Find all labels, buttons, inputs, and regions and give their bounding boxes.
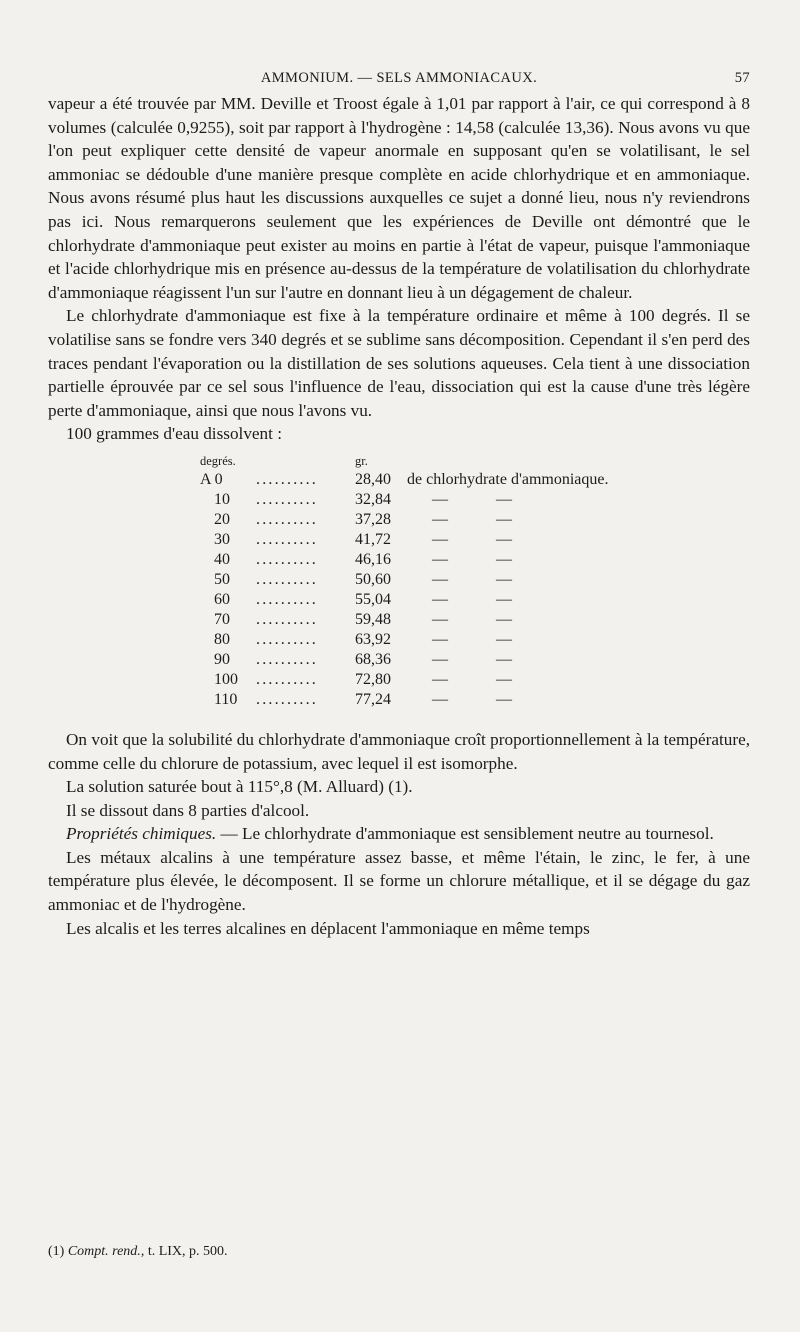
ditto-dash: — <box>496 550 512 568</box>
grams-value: 46,16 <box>355 550 391 568</box>
paragraph: Les alcalis et les terres alcalines en déplacent l'ammoniaque en même temps <box>66 918 590 938</box>
degree-cell <box>214 690 237 710</box>
degree-cell <box>214 630 230 650</box>
ditto-dash: — <box>432 630 448 648</box>
degree-value: 30 <box>214 530 230 548</box>
ditto-dash: — <box>496 490 512 508</box>
grams-value: 37,28 <box>355 510 391 528</box>
degree-value: 80 <box>214 630 230 648</box>
paragraph-text: — Le chlorhydrate d'ammoniaque est sensiblement neutre au tournesol. <box>216 824 714 844</box>
table-row <box>200 470 750 490</box>
degree-value: 50 <box>214 570 230 588</box>
degree-value: 20 <box>214 510 230 528</box>
ditto-dash: — <box>496 510 512 528</box>
table-row <box>200 530 750 550</box>
leader-dots: .......... <box>256 570 318 588</box>
table-row <box>200 650 750 670</box>
degree-value: 0 <box>214 470 223 488</box>
leader-dots: .......... <box>256 650 318 668</box>
leader-dots: .......... <box>256 690 318 708</box>
degree-cell <box>214 610 230 630</box>
grams-value: 59,48 <box>355 610 391 628</box>
table-row <box>200 490 750 510</box>
ditto-dash: — <box>432 510 448 528</box>
degree-value: 90 <box>214 650 230 668</box>
table-row <box>200 510 750 530</box>
ditto-dash: — <box>496 670 512 688</box>
grams-value: 28,40 <box>355 470 391 488</box>
footnote-mark: (1) <box>48 1244 65 1259</box>
leader-dots: .......... <box>256 550 318 568</box>
grams-value: 72,80 <box>355 670 391 688</box>
degree-value: 10 <box>214 490 230 508</box>
degree-cell <box>200 470 223 490</box>
degree-cell <box>214 670 238 690</box>
ditto-dash: — <box>496 650 512 668</box>
table-row <box>200 550 750 570</box>
body-text-2 <box>48 728 750 940</box>
grams-value: 63,92 <box>355 630 391 648</box>
page-number: 57 <box>734 70 750 86</box>
column-header-grams: gr. <box>355 453 368 468</box>
running-header <box>48 70 750 92</box>
column-header-degrees: degrés. <box>200 453 236 468</box>
paragraph: Il se dissout dans 8 parties d'alcool. <box>66 800 310 820</box>
leader-dots: .......... <box>256 610 318 628</box>
ditto-dash: — <box>432 570 448 588</box>
leader-dots: .......... <box>256 670 318 688</box>
paragraph: vapeur a été trouvée par MM. Deville et Troost égale à 1,01 par rapport à l'air, ce qui correspond à 8 volumes (calculée 0,9255), soit par rapport à l'hydrogène : 14,58 (calculée 13,36). Nous avons vu que l'on peut expliquer cette densité de vapeur anormale en supposant qu'en se volatilisant, le sel ammoniac se dédouble d'une manière presque complète en acide chlorhydrique et en ammoniaque. Nous avons résumé plus haut les discussions auxquelles ce sujet a donné lieu, nous n'y reviendrons pas ici. Nous remarquerons seulement que les expériences de Deville ont démontré que le chlorhydrate d'ammoniaque peut exister au moins en partie à l'état de vapeur, puisque l'ammoniaque et l'acide chlorhydrique mis en présence au-dessus de la température de volatilisation du chlorhydrate d'ammoniaque réagissent l'un sur l'autre en donnant lieu à un dégagement de chaleur. <box>48 94 750 302</box>
degree-cell <box>214 650 230 670</box>
ditto-dash: — <box>496 630 512 648</box>
footnote <box>48 1244 228 1260</box>
paragraph: La solution saturée bout à 115°,8 (M. Alluard) (1). <box>66 777 413 797</box>
body-text <box>48 92 750 446</box>
ditto-dash: — <box>496 610 512 628</box>
solubility-table <box>200 454 750 710</box>
degree-value: 40 <box>214 550 230 568</box>
leader-dots: .......... <box>256 510 318 528</box>
table-row <box>200 570 750 590</box>
ditto-dash: — <box>432 490 448 508</box>
leader-dots: .......... <box>256 590 318 608</box>
table-row <box>200 630 750 650</box>
ditto-dash: — <box>496 690 512 708</box>
table-row <box>200 610 750 630</box>
grams-value: 41,72 <box>355 530 391 548</box>
footnote-text: , t. LIX, p. 500. <box>140 1244 228 1259</box>
grams-value: 68,36 <box>355 650 391 668</box>
grams-value: 32,84 <box>355 490 391 508</box>
ditto-dash: — <box>432 550 448 568</box>
grams-value: 77,24 <box>355 690 391 708</box>
degree-cell <box>214 490 230 510</box>
paragraph: Les métaux alcalins à une température assez basse, et même l'étain, le zinc, le fer, à une température plus élevée, le décomposent. Il se forme un chlorure métallique, et il se dégage du gaz ammoniac et de l'hydrogène. <box>48 847 750 915</box>
degree-value: 60 <box>214 590 230 608</box>
degree-cell <box>214 550 230 570</box>
leader-dots: .......... <box>256 490 318 508</box>
degree-cell <box>214 570 230 590</box>
ditto-dash: — <box>432 610 448 628</box>
ditto-dash: — <box>432 590 448 608</box>
grams-value: 50,60 <box>355 570 391 588</box>
leader-dots: .......... <box>256 630 318 648</box>
paragraph-properties <box>48 822 750 846</box>
ditto-dash: — <box>432 530 448 548</box>
ditto-dash: — <box>432 690 448 708</box>
degree-cell <box>214 510 230 530</box>
page <box>48 70 750 940</box>
footnote-source: Compt. rend. <box>67 1244 141 1259</box>
ditto-dash: — <box>432 650 448 668</box>
degree-cell <box>214 530 230 550</box>
section-heading: Propriétés chimiques. <box>66 824 217 844</box>
degree-prefix: A <box>200 470 211 488</box>
paragraph: Le chlorhydrate d'ammoniaque est fixe à la température ordinaire et même à 100 degrés. Il se volatilise sans se fondre vers 340 degrés et se sublime sans décomposition. Cependant il s'en perd des traces pendant l'évaporation ou la distillation de ses solutions aqueuses. Cela tient à une dissociation partielle éprouvée par ce sel sous l'influence de l'eau, dissociation qui est la cause d'une très légère perte d'ammoniaque, ainsi que nous l'avons vu. <box>48 306 750 420</box>
degree-cell <box>214 590 230 610</box>
leader-dots: .......... <box>256 530 318 548</box>
table-row <box>200 590 750 610</box>
grams-value: 55,04 <box>355 590 391 608</box>
degree-value: 110 <box>214 690 238 708</box>
substance-label: de chlorhydrate d'ammoniaque. <box>407 470 609 488</box>
table-row <box>200 690 750 710</box>
table-intro: 100 grammes d'eau dissolvent : <box>66 424 282 444</box>
paragraph: On voit que la solubilité du chlorhydrate d'ammoniaque croît proportionnellement à la température, comme celle du chlorure de potassium, avec lequel il est isomorphe. <box>48 729 750 773</box>
ditto-dash: — <box>432 670 448 688</box>
leader-dots: .......... <box>256 470 318 488</box>
ditto-dash: — <box>496 530 512 548</box>
ditto-dash: — <box>496 590 512 608</box>
degree-value: 100 <box>214 670 238 688</box>
degree-value: 70 <box>214 610 230 628</box>
ditto-dash: — <box>496 570 512 588</box>
table-row <box>200 670 750 690</box>
running-title: AMMONIUM. — SELS AMMONIACAUX. <box>260 70 538 86</box>
